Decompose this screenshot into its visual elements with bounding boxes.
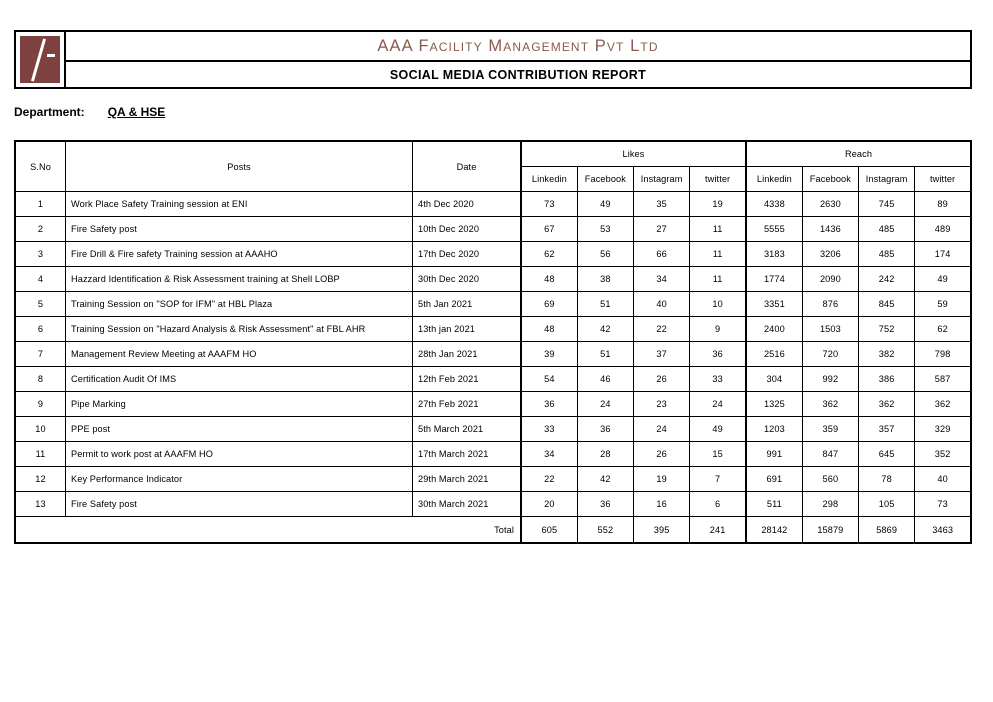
cell-likes-twitter: 7	[690, 467, 746, 492]
col-header-reach-instagram: Instagram	[859, 167, 915, 192]
cell-likes-twitter: 15	[690, 442, 746, 467]
department-line	[14, 105, 165, 119]
table-row	[15, 367, 971, 392]
cell-date: 29th March 2021	[413, 467, 522, 492]
cell-reach-instagram: 382	[859, 342, 915, 367]
cell-reach-facebook: 2630	[802, 192, 858, 217]
social-media-report-table	[14, 140, 972, 544]
cell-reach-facebook: 1436	[802, 217, 858, 242]
group-header-likes: Likes	[521, 141, 746, 167]
cell-reach-linkedin: 304	[746, 367, 802, 392]
cell-likes-twitter: 6	[690, 492, 746, 517]
cell-post: Permit to work post at AAAFM HO	[66, 442, 413, 467]
cell-likes-facebook: 56	[577, 242, 633, 267]
table-header-row-groups	[15, 141, 971, 167]
cell-likes-facebook: 42	[577, 317, 633, 342]
table-row	[15, 292, 971, 317]
report-title-row	[66, 62, 970, 87]
department-value: QA & HSE	[107, 105, 166, 119]
table-row	[15, 242, 971, 267]
cell-likes-facebook: 53	[577, 217, 633, 242]
cell-reach-instagram: 78	[859, 467, 915, 492]
cell-reach-twitter: 352	[915, 442, 971, 467]
cell-reach-instagram: 745	[859, 192, 915, 217]
cell-likes-twitter: 19	[690, 192, 746, 217]
cell-reach-instagram: 485	[859, 242, 915, 267]
cell-post: PPE post	[66, 417, 413, 442]
cell-likes-instagram: 22	[634, 317, 690, 342]
cell-post: Management Review Meeting at AAAFM HO	[66, 342, 413, 367]
cell-date: 17th Dec 2020	[413, 242, 522, 267]
cell-sno: 9	[15, 392, 66, 417]
table-row	[15, 417, 971, 442]
cell-reach-twitter: 174	[915, 242, 971, 267]
table-row	[15, 317, 971, 342]
cell-sno: 5	[15, 292, 66, 317]
cell-likes-instagram: 26	[634, 367, 690, 392]
cell-reach-twitter: 59	[915, 292, 971, 317]
cell-reach-linkedin: 991	[746, 442, 802, 467]
cell-likes-twitter: 11	[690, 267, 746, 292]
cell-sno: 8	[15, 367, 66, 392]
cell-reach-linkedin: 2400	[746, 317, 802, 342]
cell-post: Fire Safety post	[66, 217, 413, 242]
cell-reach-linkedin: 1203	[746, 417, 802, 442]
cell-reach-facebook: 720	[802, 342, 858, 367]
cell-likes-instagram: 66	[634, 242, 690, 267]
cell-reach-twitter: 62	[915, 317, 971, 342]
cell-date: 30th March 2021	[413, 492, 522, 517]
cell-date: 5th March 2021	[413, 417, 522, 442]
table-row	[15, 267, 971, 292]
cell-date: 10th Dec 2020	[413, 217, 522, 242]
cell-reach-instagram: 357	[859, 417, 915, 442]
report-header	[14, 30, 972, 89]
cell-reach-facebook: 560	[802, 467, 858, 492]
col-header-likes-instagram: Instagram	[634, 167, 690, 192]
cell-reach-twitter: 73	[915, 492, 971, 517]
table-body	[15, 192, 971, 517]
table-row	[15, 192, 971, 217]
total-likes-facebook: 552	[577, 517, 633, 544]
company-title-row	[66, 32, 970, 62]
cell-likes-linkedin: 22	[521, 467, 577, 492]
cell-reach-facebook: 3206	[802, 242, 858, 267]
table-footer	[15, 517, 971, 544]
cell-likes-facebook: 51	[577, 342, 633, 367]
cell-reach-facebook: 2090	[802, 267, 858, 292]
cell-sno: 4	[15, 267, 66, 292]
cell-reach-instagram: 752	[859, 317, 915, 342]
report-title: SOCIAL MEDIA CONTRIBUTION REPORT	[389, 67, 647, 82]
cell-likes-instagram: 24	[634, 417, 690, 442]
cell-likes-instagram: 35	[634, 192, 690, 217]
table-total-row	[15, 517, 971, 544]
cell-reach-twitter: 798	[915, 342, 971, 367]
cell-likes-instagram: 34	[634, 267, 690, 292]
cell-reach-linkedin: 5555	[746, 217, 802, 242]
cell-post: Work Place Safety Training session at ENI	[66, 192, 413, 217]
cell-post: Certification Audit Of IMS	[66, 367, 413, 392]
cell-reach-twitter: 587	[915, 367, 971, 392]
cell-likes-linkedin: 48	[521, 267, 577, 292]
cell-sno: 2	[15, 217, 66, 242]
col-header-reach-facebook: Facebook	[802, 167, 858, 192]
cell-sno: 7	[15, 342, 66, 367]
total-label: Total	[15, 517, 521, 544]
cell-likes-linkedin: 73	[521, 192, 577, 217]
cell-likes-instagram: 40	[634, 292, 690, 317]
cell-reach-twitter: 489	[915, 217, 971, 242]
table-header	[15, 141, 971, 192]
header-text-block	[66, 32, 970, 87]
cell-reach-facebook: 298	[802, 492, 858, 517]
logo-dash-shape	[47, 54, 55, 57]
cell-post: Fire Drill & Fire safety Training session at AAAHO	[66, 242, 413, 267]
cell-reach-twitter: 40	[915, 467, 971, 492]
cell-likes-instagram: 37	[634, 342, 690, 367]
cell-reach-instagram: 362	[859, 392, 915, 417]
cell-likes-facebook: 36	[577, 492, 633, 517]
cell-post: Hazzard Identification & Risk Assessment training at Shell LOBP	[66, 267, 413, 292]
cell-likes-twitter: 11	[690, 217, 746, 242]
cell-date: 13th jan 2021	[413, 317, 522, 342]
cell-likes-instagram: 27	[634, 217, 690, 242]
cell-likes-facebook: 51	[577, 292, 633, 317]
cell-likes-twitter: 33	[690, 367, 746, 392]
total-likes-twitter: 241	[690, 517, 746, 544]
cell-likes-linkedin: 67	[521, 217, 577, 242]
cell-likes-linkedin: 33	[521, 417, 577, 442]
cell-reach-facebook: 847	[802, 442, 858, 467]
cell-sno: 10	[15, 417, 66, 442]
cell-date: 12th Feb 2021	[413, 367, 522, 392]
cell-likes-facebook: 28	[577, 442, 633, 467]
company-title: AAA Facility Management Pvt Ltd	[377, 36, 659, 55]
cell-reach-facebook: 1503	[802, 317, 858, 342]
cell-reach-instagram: 485	[859, 217, 915, 242]
cell-reach-linkedin: 3351	[746, 292, 802, 317]
cell-post: Key Performance Indicator	[66, 467, 413, 492]
total-reach-facebook: 15879	[802, 517, 858, 544]
table-row	[15, 342, 971, 367]
total-reach-linkedin: 28142	[746, 517, 802, 544]
cell-reach-facebook: 359	[802, 417, 858, 442]
cell-reach-instagram: 645	[859, 442, 915, 467]
col-header-likes-facebook: Facebook	[577, 167, 633, 192]
col-header-reach-linkedin: Linkedin	[746, 167, 802, 192]
cell-reach-facebook: 362	[802, 392, 858, 417]
cell-likes-facebook: 42	[577, 467, 633, 492]
report-table-container	[14, 140, 972, 544]
cell-likes-twitter: 9	[690, 317, 746, 342]
col-header-likes-linkedin: Linkedin	[521, 167, 577, 192]
total-reach-twitter: 3463	[915, 517, 971, 544]
cell-date: 28th Jan 2021	[413, 342, 522, 367]
group-header-reach: Reach	[746, 141, 971, 167]
cell-date: 30th Dec 2020	[413, 267, 522, 292]
table-row	[15, 217, 971, 242]
cell-likes-linkedin: 20	[521, 492, 577, 517]
cell-post: Training Session on "Hazard Analysis & Risk Assessment" at FBL AHR	[66, 317, 413, 342]
cell-date: 27th Feb 2021	[413, 392, 522, 417]
cell-likes-facebook: 36	[577, 417, 633, 442]
cell-likes-linkedin: 54	[521, 367, 577, 392]
cell-likes-instagram: 26	[634, 442, 690, 467]
cell-likes-facebook: 38	[577, 267, 633, 292]
cell-reach-facebook: 876	[802, 292, 858, 317]
col-header-reach-twitter: twitter	[915, 167, 971, 192]
cell-reach-linkedin: 3183	[746, 242, 802, 267]
cell-reach-twitter: 49	[915, 267, 971, 292]
cell-sno: 11	[15, 442, 66, 467]
cell-sno: 6	[15, 317, 66, 342]
cell-likes-facebook: 49	[577, 192, 633, 217]
cell-likes-instagram: 19	[634, 467, 690, 492]
cell-date: 4th Dec 2020	[413, 192, 522, 217]
cell-likes-linkedin: 62	[521, 242, 577, 267]
logo-cell	[16, 32, 66, 87]
cell-date: 17th March 2021	[413, 442, 522, 467]
cell-reach-linkedin: 511	[746, 492, 802, 517]
cell-reach-linkedin: 2516	[746, 342, 802, 367]
total-likes-instagram: 395	[634, 517, 690, 544]
cell-likes-linkedin: 69	[521, 292, 577, 317]
cell-date: 5th Jan 2021	[413, 292, 522, 317]
col-header-date: Date	[413, 141, 522, 192]
cell-sno: 3	[15, 242, 66, 267]
cell-reach-linkedin: 691	[746, 467, 802, 492]
cell-likes-twitter: 11	[690, 242, 746, 267]
cell-reach-instagram: 105	[859, 492, 915, 517]
cell-likes-twitter: 24	[690, 392, 746, 417]
cell-likes-facebook: 46	[577, 367, 633, 392]
table-row	[15, 392, 971, 417]
total-reach-instagram: 5869	[859, 517, 915, 544]
cell-likes-linkedin: 34	[521, 442, 577, 467]
cell-sno: 12	[15, 467, 66, 492]
cell-reach-instagram: 386	[859, 367, 915, 392]
cell-post: Training Session on "SOP for IFM" at HBL Plaza	[66, 292, 413, 317]
cell-likes-linkedin: 39	[521, 342, 577, 367]
cell-reach-linkedin: 1774	[746, 267, 802, 292]
col-header-sno: S.No	[15, 141, 66, 192]
table-row	[15, 442, 971, 467]
cell-post: Pipe Marking	[66, 392, 413, 417]
cell-reach-twitter: 329	[915, 417, 971, 442]
cell-likes-facebook: 24	[577, 392, 633, 417]
cell-likes-linkedin: 48	[521, 317, 577, 342]
cell-likes-instagram: 16	[634, 492, 690, 517]
cell-post: Fire Safety post	[66, 492, 413, 517]
cell-reach-twitter: 89	[915, 192, 971, 217]
cell-reach-twitter: 362	[915, 392, 971, 417]
company-logo-icon	[20, 36, 60, 83]
col-header-posts: Posts	[66, 141, 413, 192]
cell-sno: 13	[15, 492, 66, 517]
cell-likes-twitter: 36	[690, 342, 746, 367]
table-row	[15, 492, 971, 517]
cell-reach-facebook: 992	[802, 367, 858, 392]
cell-likes-twitter: 10	[690, 292, 746, 317]
cell-likes-instagram: 23	[634, 392, 690, 417]
cell-sno: 1	[15, 192, 66, 217]
cell-reach-instagram: 242	[859, 267, 915, 292]
cell-likes-linkedin: 36	[521, 392, 577, 417]
cell-reach-instagram: 845	[859, 292, 915, 317]
cell-reach-linkedin: 1325	[746, 392, 802, 417]
table-row	[15, 467, 971, 492]
department-label: Department:	[14, 105, 85, 119]
cell-reach-linkedin: 4338	[746, 192, 802, 217]
cell-likes-twitter: 49	[690, 417, 746, 442]
total-likes-linkedin: 605	[521, 517, 577, 544]
col-header-likes-twitter: twitter	[690, 167, 746, 192]
logo-slash-shape	[31, 38, 46, 81]
